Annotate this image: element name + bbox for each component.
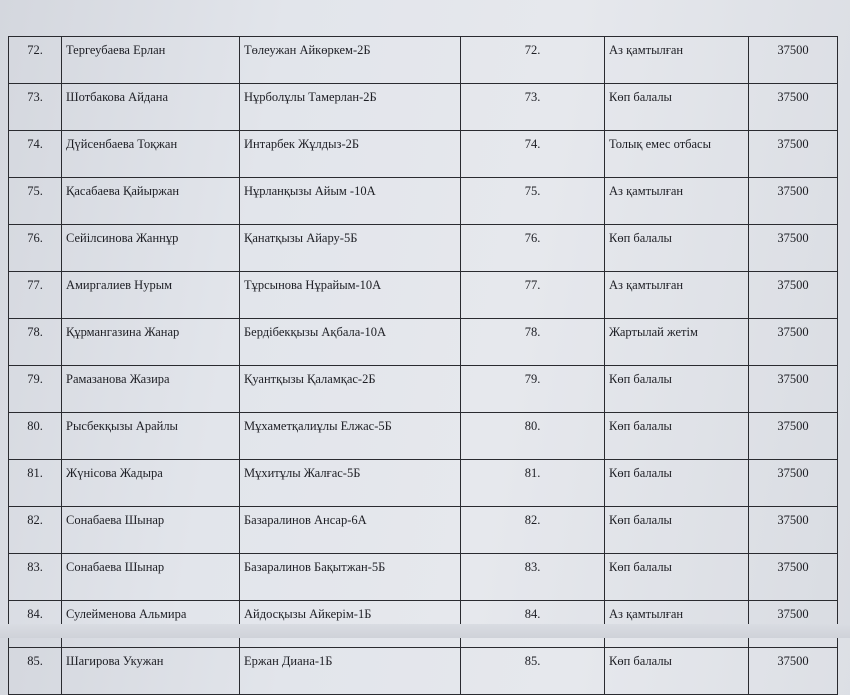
row-number-cell: 79. xyxy=(9,366,62,413)
student-name-cell: Базаралинов Бақытжан-5Б xyxy=(240,554,461,601)
row-number-repeat-cell: 72. xyxy=(461,37,605,84)
category-cell: Көп балалы xyxy=(605,84,749,131)
student-name-cell: Нұрланқызы Айым -10А xyxy=(240,178,461,225)
row-number-repeat-cell: 82. xyxy=(461,507,605,554)
student-name-cell: Мұхитұлы Жалғас-5Б xyxy=(240,460,461,507)
parent-name-cell: Шагирова Укужан xyxy=(62,648,240,695)
student-name-cell: Бердібекқызы Ақбала-10А xyxy=(240,319,461,366)
category-cell: Аз қамтылған xyxy=(605,178,749,225)
category-cell: Жартылай жетім xyxy=(605,319,749,366)
parent-name-cell: Сулейменова Альмира xyxy=(62,601,240,648)
parent-name-cell: Рысбекқызы Арайлы xyxy=(62,413,240,460)
row-number-cell: 72. xyxy=(9,37,62,84)
student-name-cell: Интарбек Жұлдыз-2Б xyxy=(240,131,461,178)
student-name-cell: Төлеужан Айкөркем-2Б xyxy=(240,37,461,84)
row-number-cell: 74. xyxy=(9,131,62,178)
table-row xyxy=(9,37,838,84)
parent-name-cell: Амиргалиев Нурым xyxy=(62,272,240,319)
row-number-repeat-cell: 77. xyxy=(461,272,605,319)
row-number-repeat-cell: 85. xyxy=(461,648,605,695)
parent-name-cell: Рамазанова Жазира xyxy=(62,366,240,413)
table-row xyxy=(9,460,838,507)
row-number-repeat-cell: 84. xyxy=(461,601,605,648)
page-bottom-edge xyxy=(0,624,850,638)
table-row xyxy=(9,366,838,413)
row-number-repeat-cell: 78. xyxy=(461,319,605,366)
amount-cell: 37500 xyxy=(749,37,838,84)
table-row xyxy=(9,131,838,178)
row-number-repeat-cell: 74. xyxy=(461,131,605,178)
amount-cell: 37500 xyxy=(749,225,838,272)
parent-name-cell: Шотбакова Айдана xyxy=(62,84,240,131)
row-number-cell: 75. xyxy=(9,178,62,225)
table-row xyxy=(9,554,838,601)
parent-name-cell: Тергеубаева Ерлан xyxy=(62,37,240,84)
row-number-repeat-cell: 81. xyxy=(461,460,605,507)
parent-name-cell: Сонабаева Шынар xyxy=(62,507,240,554)
student-name-cell: Қанатқызы Айару-5Б xyxy=(240,225,461,272)
student-name-cell: Мұхаметқалиұлы Елжас-5Б xyxy=(240,413,461,460)
category-cell: Көп балалы xyxy=(605,225,749,272)
row-number-cell: 83. xyxy=(9,554,62,601)
row-number-cell: 82. xyxy=(9,507,62,554)
amount-cell: 37500 xyxy=(749,413,838,460)
parent-name-cell: Дүйсенбаева Тоқжан xyxy=(62,131,240,178)
amount-cell: 37500 xyxy=(749,554,838,601)
parent-name-cell: Сейілсинова Жаннұр xyxy=(62,225,240,272)
parent-name-cell: Қасабаева Қайыржан xyxy=(62,178,240,225)
row-number-cell: 78. xyxy=(9,319,62,366)
amount-cell: 37500 xyxy=(749,272,838,319)
student-name-cell: Базаралинов Ансар-6А xyxy=(240,507,461,554)
student-name-cell: Қуантқызы Қаламқас-2Б xyxy=(240,366,461,413)
beneficiary-table xyxy=(8,36,838,695)
row-number-repeat-cell: 79. xyxy=(461,366,605,413)
category-cell: Көп балалы xyxy=(605,460,749,507)
category-cell: Аз қамтылған xyxy=(605,272,749,319)
student-name-cell: Нұрболұлы Тамерлан-2Б xyxy=(240,84,461,131)
table-row xyxy=(9,84,838,131)
category-cell: Аз қамтылған xyxy=(605,37,749,84)
amount-cell: 37500 xyxy=(749,366,838,413)
row-number-repeat-cell: 73. xyxy=(461,84,605,131)
student-name-cell: Ержан Диана-1Б xyxy=(240,648,461,695)
table-row xyxy=(9,648,838,695)
amount-cell: 37500 xyxy=(749,84,838,131)
row-number-cell: 80. xyxy=(9,413,62,460)
row-number-cell: 81. xyxy=(9,460,62,507)
table-row xyxy=(9,319,838,366)
amount-cell: 37500 xyxy=(749,319,838,366)
amount-cell: 37500 xyxy=(749,507,838,554)
row-number-cell: 73. xyxy=(9,84,62,131)
student-name-cell: Тұрсынова Нұрайым-10А xyxy=(240,272,461,319)
category-cell: Көп балалы xyxy=(605,507,749,554)
amount-cell: 37500 xyxy=(749,460,838,507)
parent-name-cell: Сонабаева Шынар xyxy=(62,554,240,601)
row-number-cell: 84. xyxy=(9,601,62,648)
amount-cell: 37500 xyxy=(749,178,838,225)
row-number-cell: 85. xyxy=(9,648,62,695)
student-name-cell: Айдосқызы Айкерім-1Б xyxy=(240,601,461,648)
table-row xyxy=(9,178,838,225)
amount-cell: 37500 xyxy=(749,601,838,648)
row-number-repeat-cell: 83. xyxy=(461,554,605,601)
table-row xyxy=(9,507,838,554)
row-number-repeat-cell: 75. xyxy=(461,178,605,225)
category-cell: Көп балалы xyxy=(605,366,749,413)
amount-cell: 37500 xyxy=(749,131,838,178)
category-cell: Көп балалы xyxy=(605,648,749,695)
table-row xyxy=(9,272,838,319)
row-number-repeat-cell: 80. xyxy=(461,413,605,460)
table-row xyxy=(9,413,838,460)
row-number-repeat-cell: 76. xyxy=(461,225,605,272)
category-cell: Көп балалы xyxy=(605,413,749,460)
row-number-cell: 76. xyxy=(9,225,62,272)
category-cell: Аз қамтылған xyxy=(605,601,749,648)
category-cell: Көп балалы xyxy=(605,554,749,601)
row-number-cell: 77. xyxy=(9,272,62,319)
table-row xyxy=(9,225,838,272)
amount-cell: 37500 xyxy=(749,648,838,695)
category-cell: Толық емес отбасы xyxy=(605,131,749,178)
parent-name-cell: Құрмангазина Жанар xyxy=(62,319,240,366)
parent-name-cell: Жүнісова Жадыра xyxy=(62,460,240,507)
